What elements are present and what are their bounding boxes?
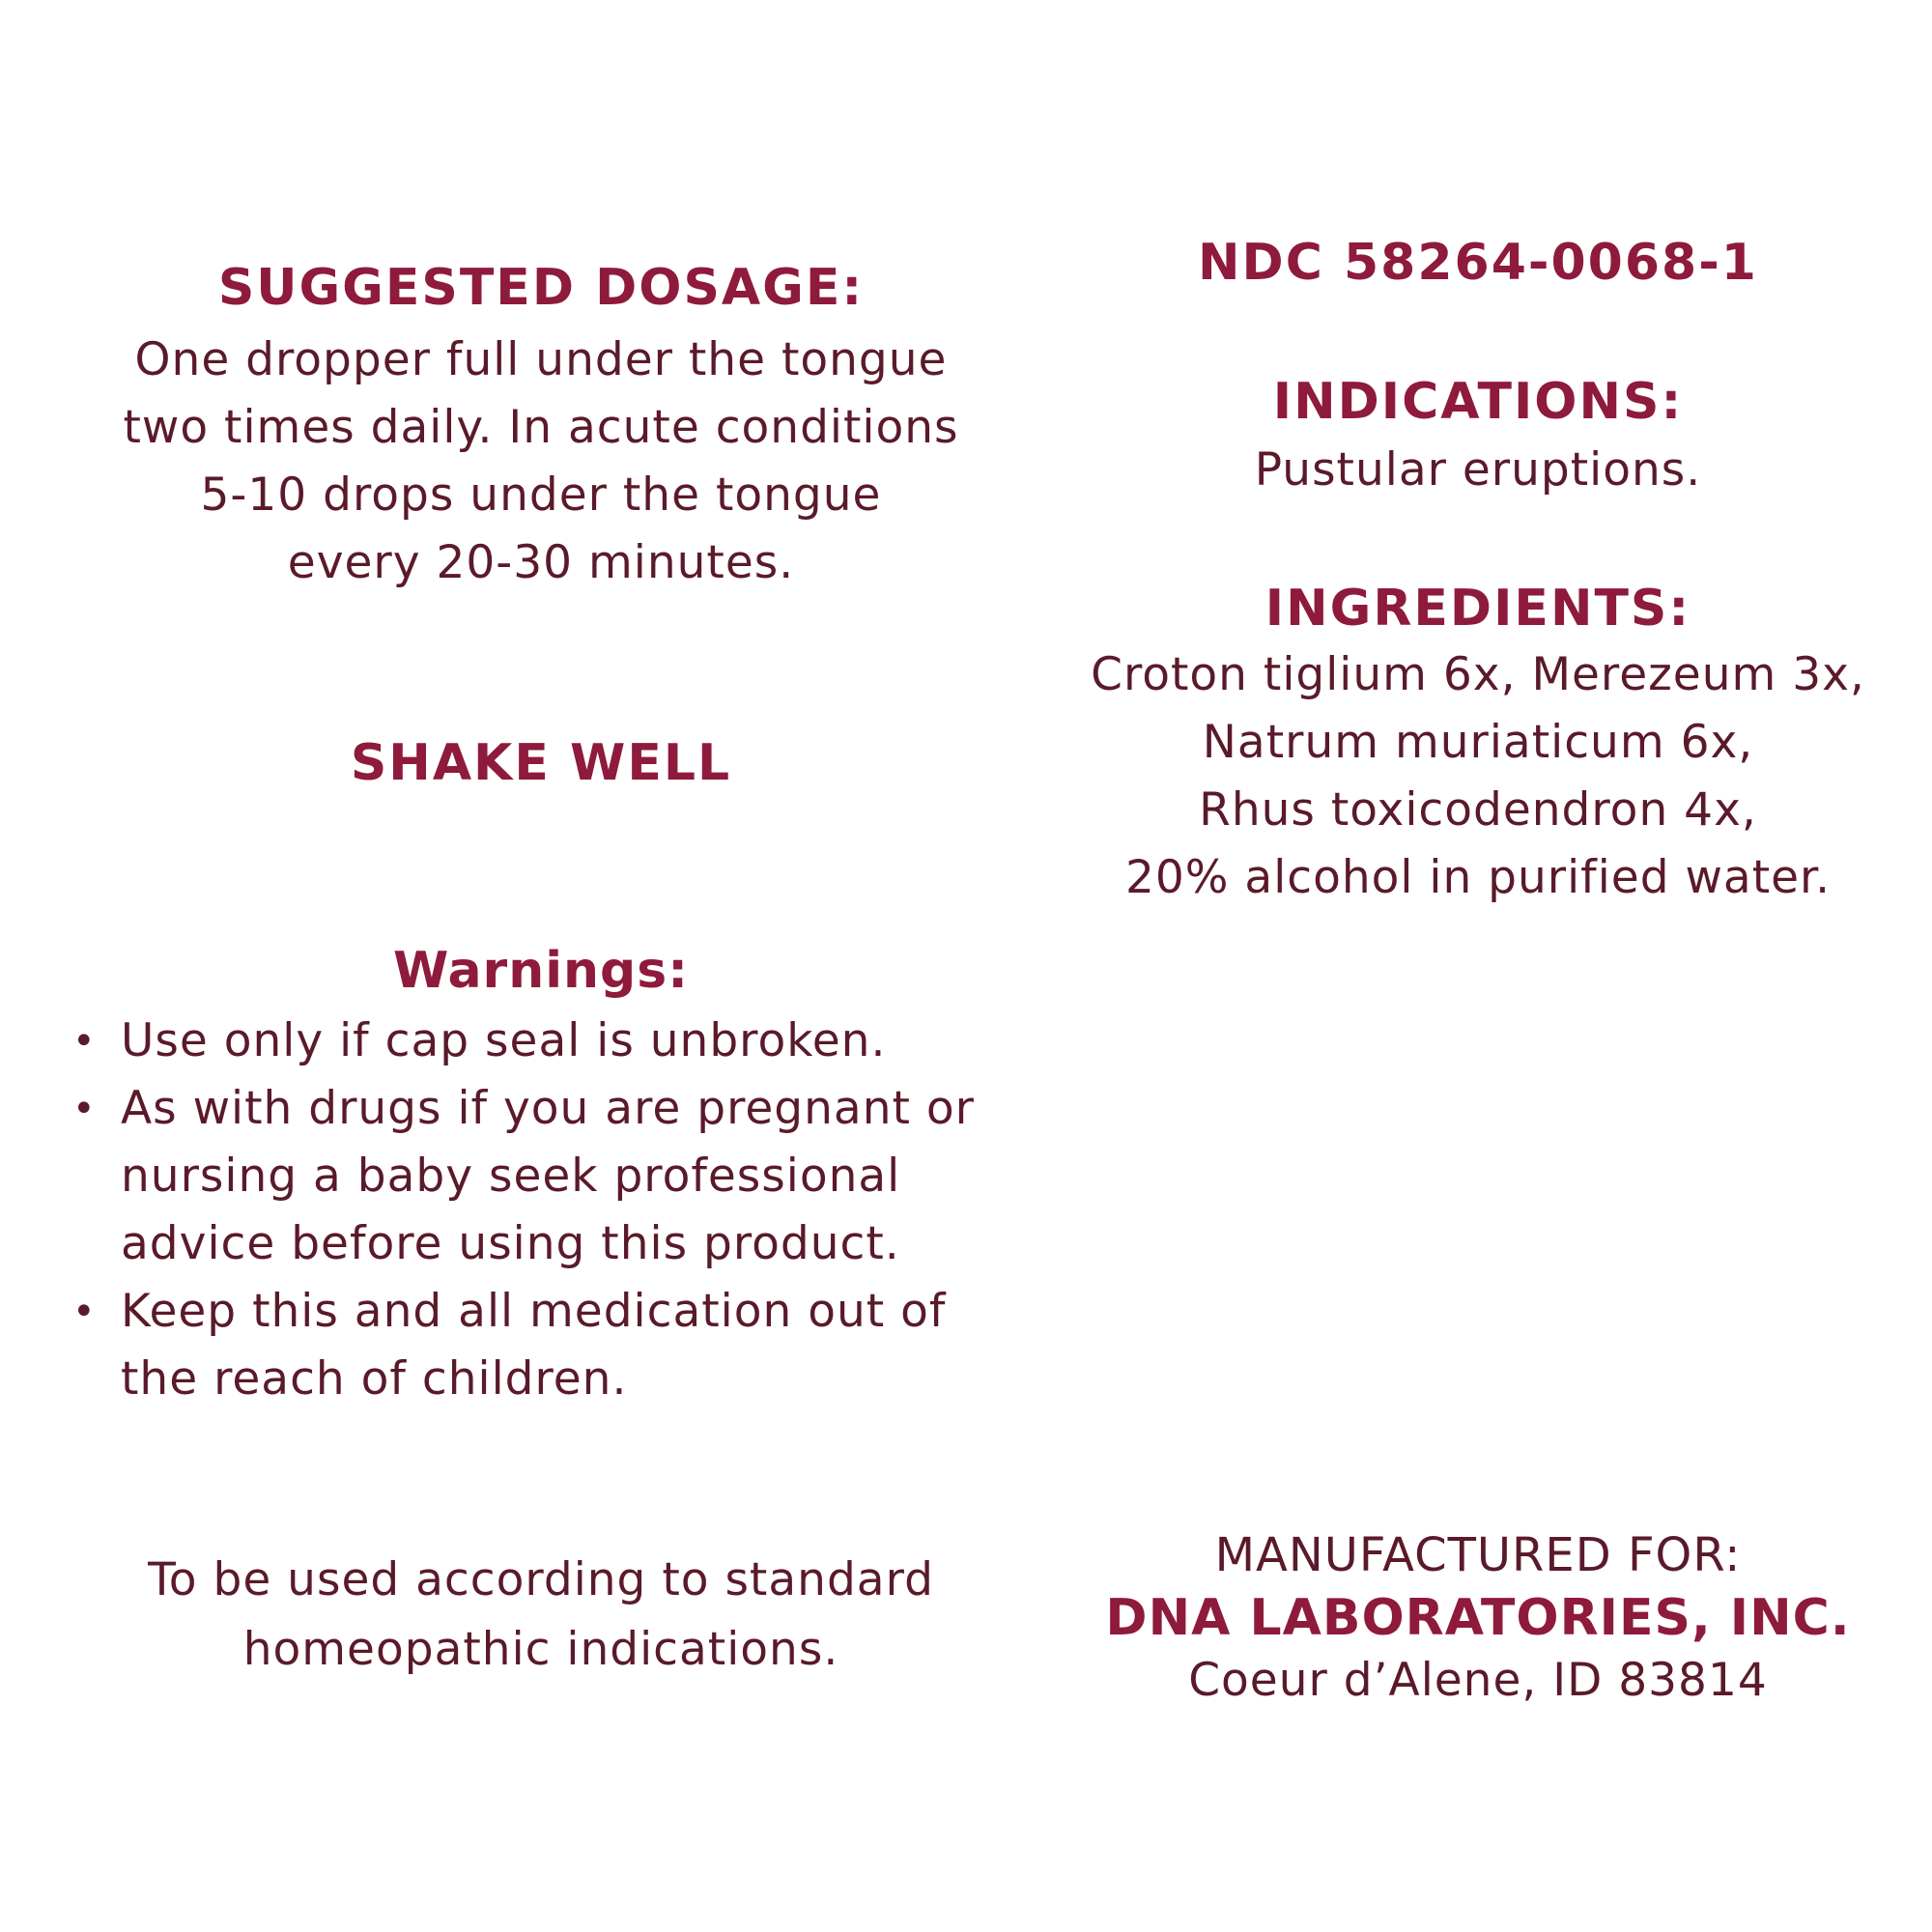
ingredient-line: Rhus toxicodendron 4x, (1199, 783, 1757, 837)
warning-item (58, 1008, 1024, 1075)
dosage-line: 5-10 drops under the tongue (200, 469, 882, 522)
manufactured-for-label: MANUFACTURED FOR: (1214, 1528, 1742, 1582)
indications-text: Pustular eruptions. (1254, 443, 1702, 497)
warnings-heading: Warnings: (392, 942, 690, 1000)
dosage-line: two times daily. In acute conditions (123, 401, 959, 454)
ingredients-heading: INGREDIENTS: (1264, 580, 1691, 638)
usage-note-text (58, 1546, 1024, 1685)
warning-line: Keep this and all medication out of (121, 1285, 947, 1338)
warnings-section (58, 942, 1024, 1413)
suggested-dosage-heading: SUGGESTED DOSAGE: (217, 259, 865, 317)
manufacturer-section (1005, 1521, 1932, 1715)
bullet-icon: • (72, 1019, 97, 1064)
ingredients-section (1005, 580, 1932, 912)
ndc-section (1005, 234, 1932, 292)
shake-well-label: SHAKE WELL (350, 734, 732, 792)
ingredient-line: Natrum muriaticum 6x, (1202, 716, 1754, 769)
ingredient-line: 20% alcohol in purified water. (1124, 851, 1832, 904)
indications-section (1005, 373, 1932, 504)
bullet-icon: • (72, 1087, 97, 1131)
manufacturer-address: Coeur d’Alene, ID 83814 (1188, 1654, 1768, 1707)
warning-line: nursing a baby seek professional (121, 1150, 901, 1203)
shake-well-section (58, 734, 1024, 792)
usage-line: homeopathic indications. (242, 1623, 839, 1676)
warning-item (58, 1075, 1024, 1278)
warning-line: As with drugs if you are pregnant or (121, 1082, 975, 1135)
usage-note-section (58, 1546, 1024, 1685)
warning-item (58, 1278, 1024, 1413)
bullet-icon: • (72, 1290, 97, 1334)
usage-line: To be used according to standard (148, 1553, 934, 1606)
ingredients-text (1005, 641, 1932, 912)
suggested-dosage-text (58, 327, 1024, 597)
manufacturer-company-name: DNA LABORATORIES, INC. (1105, 1589, 1851, 1647)
indications-heading: INDICATIONS: (1272, 373, 1684, 431)
warnings-list (58, 1008, 1024, 1413)
ndc-number: NDC 58264-0068-1 (1198, 234, 1758, 292)
dosage-line: One dropper full under the tongue (134, 333, 948, 386)
suggested-dosage-section (58, 259, 1024, 597)
warning-line: advice before using this product. (121, 1217, 900, 1270)
ingredient-line: Croton tiglium 6x, Merezeum 3x, (1091, 648, 1865, 701)
warning-line: Use only if cap seal is unbroken. (121, 1014, 887, 1067)
warning-line: the reach of children. (121, 1352, 628, 1406)
dosage-line: every 20-30 minutes. (287, 536, 795, 589)
